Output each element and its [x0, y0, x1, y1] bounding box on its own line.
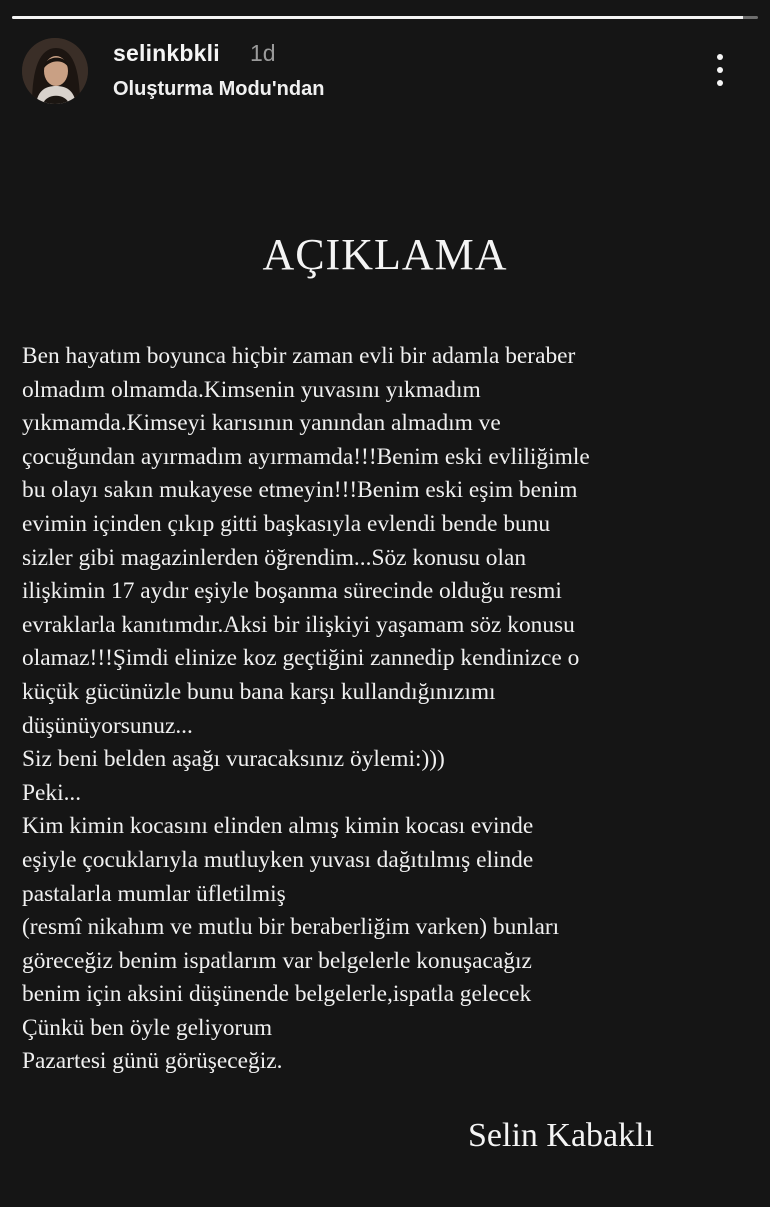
story-progress-bar [12, 16, 758, 19]
profile-photo [22, 38, 88, 104]
statement-line: ilişkimin 17 aydır eşiyle boşanma sürecinde olduğu resmi [22, 578, 562, 605]
statement-line: benim için aksini düşünende belgelerle,ispatla gelecek [22, 981, 532, 1008]
statement-line: (resmî nikahım ve mutlu bir beraberliğim varken) bunları [22, 914, 560, 941]
statement-line: Ben hayatım boyunca hiçbir zaman evli bir adamla beraber [22, 343, 576, 369]
statement-line: Çünkü ben öyle geliyorum [22, 1014, 273, 1041]
username[interactable]: selinkbkli [113, 40, 220, 66]
statement-line: çocuğundan ayırmadım ayırmamda!!!Benim eski evliliğimle [22, 443, 590, 470]
post-time: 1d [250, 40, 276, 66]
more-vertical-icon[interactable] [702, 48, 738, 92]
story-header [22, 38, 752, 108]
statement-line: olmadım olmamda.Kimsenin yuvasını yıkmadım [22, 376, 481, 403]
statement-line: bu olayı sakın mukayese etmeyin!!!Benim eski eşim benim [22, 477, 578, 504]
story-progress-fill [12, 16, 743, 19]
statement-title: AÇIKLAMA [262, 230, 508, 279]
avatar[interactable] [22, 38, 88, 104]
statement-line: Peki... [22, 779, 82, 806]
statement-line: evraklarla kanıtımdır.Aksi bir ilişkiyi yaşamam söz konusu [22, 611, 575, 638]
statement-line: Kim kimin kocasını elinden almış kimin kocası evinde [22, 813, 534, 840]
statement-line: Pazartesi günü görüşeceğiz. [22, 1048, 283, 1075]
story-source-label: Oluşturma Modu'ndan [113, 78, 325, 100]
signature: Selin Kabaklı [468, 1117, 655, 1154]
statement-line: yıkmamda.Kimseyi karısının yanından almadım ve [22, 410, 501, 437]
statement-line: göreceğiz benim ispatlarım var belgelerle konuşacağız [22, 947, 532, 974]
statement-line: sizler gibi magazinlerden öğrendim...Söz konusu olan [22, 544, 527, 571]
statement-line: düşünüyorsunuz... [22, 712, 193, 739]
statement-body [22, 340, 762, 1079]
statement-line: evimin içinden çıkıp gitti başkasıyla evlendi bende bunu [22, 510, 551, 537]
statement-line: pastalarla mumlar üfletilmiş [22, 880, 286, 907]
statement-line: küçük gücünüzle bunu bana karşı kullandığınızımı [22, 678, 496, 705]
statement-line: Siz beni belden aşağı vuracaksınız öylemi:))) [22, 746, 445, 773]
statement-line: eşiyle çocuklarıyla mutluyken yuvası dağıtılmış elinde [22, 846, 534, 873]
statement-line: olamaz!!!Şimdi elinize koz geçtiğini zannedip kendinizce o [22, 645, 580, 672]
